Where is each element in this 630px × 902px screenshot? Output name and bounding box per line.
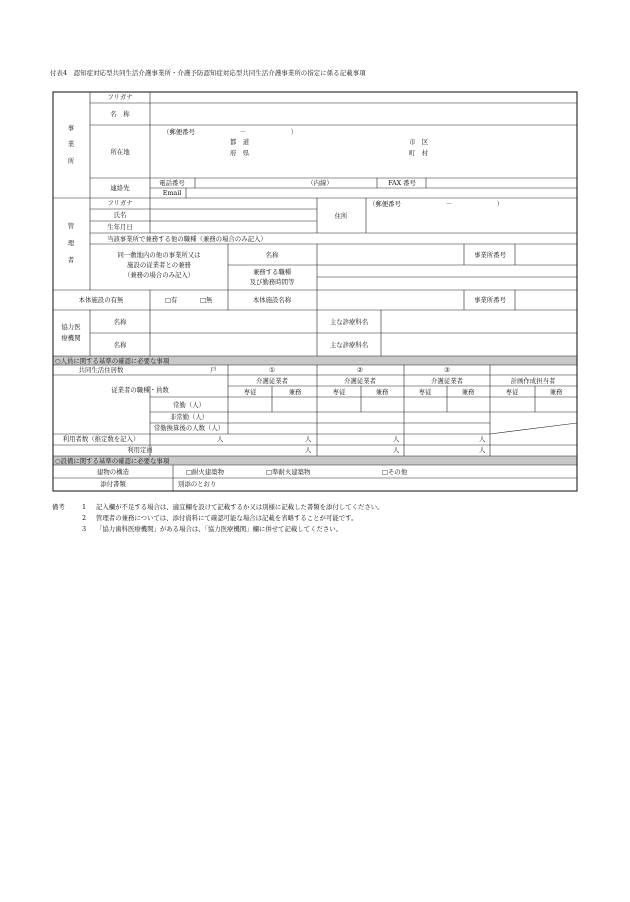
staff-group-1-num: ①	[269, 366, 275, 374]
manager-address-label: 住所	[334, 212, 348, 220]
office-pref-2: 府 県	[230, 149, 250, 157]
note-num-1: 1	[82, 503, 87, 511]
staff-section-title: ○人員に関する基準の確認に必要な事項	[55, 357, 170, 365]
users-suffix-2: 人	[305, 435, 312, 443]
staff-row-fte: 常勤換算後の人数（人）	[153, 424, 225, 432]
staff-group-1-label: 介護従業者	[256, 377, 288, 385]
note-text-3: 「協力歯科医療機関」がある場合は、「協力医療機関」欄に併せて記載してください。	[96, 525, 343, 533]
manager-concurrent-note: 当該事業所で兼務する他の職種（兼務の場合のみ記入）	[107, 235, 267, 243]
manager-other-line1: 同一敷地内の他の事業所又は	[117, 251, 201, 259]
office-email-label: Email	[162, 189, 182, 197]
manager-group-label-2: 理	[67, 239, 75, 247]
staff-group-3-num: ③	[444, 366, 450, 374]
users-suffix-3: 人	[393, 435, 400, 443]
office-pref-1: 都 道	[230, 138, 250, 146]
main-facility-yes[interactable]: □有	[165, 296, 178, 304]
note-text-2: 管理者の兼務については、添付資料にて確認可能な場合は記載を省略することが可能です。	[96, 514, 358, 522]
note-num-3: 3	[82, 525, 87, 533]
manager-name-label: 氏名	[113, 211, 127, 219]
partner-dept-label-1: 主な診療科名	[329, 318, 369, 326]
main-facility-no[interactable]: □無	[200, 296, 213, 304]
staff-users-label: 利用者数（推定数を記入）	[62, 435, 140, 443]
staff-part-4: 兼務	[549, 388, 563, 396]
partner-label-line1: 協力医	[61, 323, 81, 331]
staff-group-4-label: 計画作成担当者	[510, 377, 556, 385]
manager-group-label-1: 管	[67, 222, 75, 230]
equipment-attach-value: 別添のとおり	[178, 480, 217, 488]
staff-job-count-label: 従業者の職種・員数	[111, 386, 169, 394]
equipment-opt-other[interactable]: □その他	[382, 468, 408, 476]
staff-part-3: 兼務	[461, 388, 475, 396]
equipment-structure-label: 建物の構造	[97, 468, 129, 476]
office-ext-label: （内線）	[307, 179, 333, 187]
manager-other-line2: 施設の従業者との兼務	[127, 261, 191, 269]
office-contact-label: 連絡先	[110, 184, 130, 192]
staff-full-1: 専従	[243, 388, 257, 396]
staff-full-4: 専従	[505, 388, 519, 396]
equipment-section-title: ○設備に関する基準の確認に必要な事項	[55, 457, 170, 465]
partner-name-label-1: 名称	[113, 318, 127, 326]
manager-job-line1: 兼務する職種	[252, 268, 292, 276]
equipment-opt-semi-fireproof[interactable]: □準耐火建築物	[266, 468, 311, 476]
manager-other-line3: （兼務の場合のみ記入）	[123, 271, 195, 279]
staff-row-fulltime: 常勤（人）	[173, 401, 205, 409]
staff-part-1: 兼務	[288, 388, 302, 396]
capacity-suffix-2: 人	[305, 446, 312, 454]
main-facility-label: 本体施設の有無	[78, 296, 124, 304]
office-fax-label: FAX 番号	[388, 179, 416, 187]
office-group-label-2: 業	[67, 140, 75, 148]
staff-full-2: 専従	[332, 388, 346, 396]
note-row-2	[52, 513, 384, 524]
partner-label-line2: 療機関	[61, 334, 81, 342]
office-furigana-label: フリガナ	[107, 93, 133, 101]
office-city-1: 市 区	[409, 138, 429, 146]
staff-group-2-num: ②	[357, 366, 363, 374]
manager-postal: （郵便番号 － ）	[369, 200, 504, 208]
office-name-label: 名 称	[110, 110, 130, 118]
staff-units-label: 共同生活住居数	[78, 366, 124, 374]
note-num-2: 2	[82, 514, 87, 522]
staff-units-suffix: 戸	[210, 366, 217, 374]
office-phone-label: 電話番号	[159, 179, 185, 187]
note-row-1	[52, 502, 384, 513]
staff-full-3: 専従	[418, 388, 432, 396]
office-group-label-1: 事	[67, 124, 75, 132]
users-suffix-4: 人	[479, 435, 486, 443]
note-text-1: 記入欄が不足する場合は、適宜欄を設けて記載するか又は別様に記載した書類を添付してください。	[96, 503, 384, 511]
form-title: 付表4 認知症対応型共同生活介護事業所・介護予防認知症対応型共同生活介護事業所の指定に係る記載事項	[50, 69, 366, 77]
office-group-label-3: 所	[67, 157, 75, 165]
main-facility-name-label: 本体施設名称	[252, 296, 292, 304]
users-suffix-1: 人	[217, 435, 224, 443]
main-facility-office-number: 事業所番号	[474, 296, 506, 304]
equipment-attach-label: 添付書類	[100, 480, 126, 488]
partner-name-label-2: 名称	[113, 341, 127, 349]
manager-job-line2: 及び勤務時間等	[249, 278, 295, 286]
notes-heading: 備考	[52, 503, 65, 511]
capacity-suffix-3: 人	[393, 446, 400, 454]
notes	[52, 502, 384, 535]
partner-dept-label-2: 主な診療科名	[329, 341, 369, 349]
staff-capacity-label: 利用定員	[127, 446, 153, 454]
staff-group-3-label: 介護従業者	[431, 377, 463, 385]
note-row-3	[52, 524, 384, 535]
office-city-2: 町 村	[409, 149, 429, 157]
staff-row-parttime: 非常勤（人）	[169, 413, 209, 421]
staff-group-2-label: 介護従業者	[344, 377, 376, 385]
manager-furigana-label: フリガナ	[107, 199, 133, 207]
office-postal: （郵便番号 － ）	[163, 128, 298, 136]
office-address-label: 所在地	[110, 148, 130, 156]
manager-group-label-3: 者	[67, 256, 75, 264]
capacity-suffix-4: 人	[479, 446, 486, 454]
staff-part-2: 兼務	[375, 388, 389, 396]
manager-office-number-label: 事業所番号	[474, 251, 506, 259]
manager-birth-label: 生年月日	[107, 223, 133, 231]
equipment-opt-fireproof[interactable]: □耐火建築物	[186, 468, 224, 476]
manager-other-name-label: 名称	[265, 251, 279, 259]
